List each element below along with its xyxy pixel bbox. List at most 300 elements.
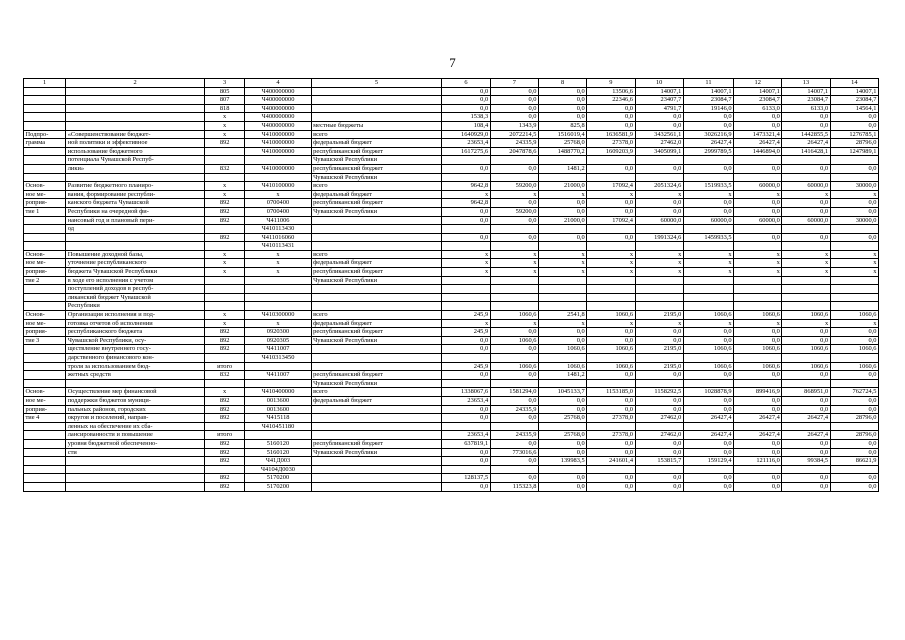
year-value-cell: 0,0 xyxy=(490,104,538,113)
year-value-cell: 3432561,1 xyxy=(635,130,683,139)
year-value-cell: x xyxy=(635,268,683,277)
year-value-cell: 0,0 xyxy=(538,396,586,405)
year-value-cell: 26427,4 xyxy=(683,431,733,440)
year-value-cell: x xyxy=(538,259,586,268)
column-number: 2 xyxy=(66,79,205,88)
year-value-cell: 25768,0 xyxy=(538,431,586,440)
section-name-cell xyxy=(66,233,205,242)
year-value-cell: x xyxy=(683,250,733,259)
section-name-cell: поступлений доходов в респуб- xyxy=(66,285,205,294)
year-value-cell xyxy=(830,276,878,285)
year-value-cell xyxy=(490,293,538,302)
year-value-cell xyxy=(490,285,538,294)
table-row xyxy=(24,379,879,388)
section-type-cell xyxy=(24,448,66,457)
column-number: 4 xyxy=(245,79,311,88)
target-code-cell: 0013600 xyxy=(245,405,311,414)
year-value-cell: 868951,0 xyxy=(782,388,830,397)
year-value-cell: 0,0 xyxy=(442,207,490,216)
section-name-cell: Чувашской Республики, осу- xyxy=(66,336,205,345)
year-value-cell: 1060,6 xyxy=(587,362,635,371)
section-type-cell xyxy=(24,225,66,234)
year-value-cell: 0,0 xyxy=(490,96,538,105)
year-value-cell: 1153185,0 xyxy=(587,388,635,397)
section-name-cell: вания, формирование республи- xyxy=(66,190,205,199)
target-code-cell xyxy=(245,379,311,388)
year-value-cell: 28796,0 xyxy=(830,431,878,440)
funding-source-cell: Чувашской Республики xyxy=(311,448,442,457)
section-type-cell xyxy=(24,147,66,156)
year-value-cell: 0,0 xyxy=(734,233,782,242)
year-value-cell: 0,0 xyxy=(683,199,733,208)
year-value-cell xyxy=(635,225,683,234)
year-value-cell: 2195,0 xyxy=(635,345,683,354)
year-value-cell: 0,0 xyxy=(734,328,782,337)
year-value-cell: 1516019,4 xyxy=(538,130,586,139)
section-name-cell: лики» xyxy=(66,164,205,173)
year-value-cell: 60000,0 xyxy=(734,182,782,191)
year-value-cell xyxy=(782,293,830,302)
section-type-cell xyxy=(24,121,66,130)
year-value-cell: 28796,0 xyxy=(830,414,878,423)
target-code-cell: x xyxy=(245,259,311,268)
year-value-cell: 1045133,7 xyxy=(538,388,586,397)
year-value-cell: 1636581,9 xyxy=(587,130,635,139)
table-row xyxy=(24,207,879,216)
year-value-cell: x xyxy=(490,250,538,259)
year-value-cell xyxy=(830,379,878,388)
grbs-code-cell xyxy=(205,293,245,302)
section-type-cell xyxy=(24,173,66,182)
column-number: 1 xyxy=(24,79,66,88)
year-value-cell xyxy=(635,285,683,294)
target-code-cell: Ч410000000 xyxy=(245,139,311,148)
section-name-cell: округов и поселений, направ- xyxy=(66,414,205,423)
target-code-cell: 0700400 xyxy=(245,207,311,216)
year-value-cell: 899416,9 xyxy=(734,388,782,397)
year-value-cell xyxy=(683,422,733,431)
year-value-cell: 2541,8 xyxy=(538,311,586,320)
year-value-cell: 21000,0 xyxy=(538,216,586,225)
year-value-cell: 0,0 xyxy=(734,336,782,345)
year-value-cell xyxy=(442,465,490,474)
funding-source-cell xyxy=(311,285,442,294)
year-value-cell: 0,0 xyxy=(587,199,635,208)
year-value-cell: 1519933,5 xyxy=(683,182,733,191)
section-type-cell: Основ- xyxy=(24,250,66,259)
section-name-cell: уровня бюджетной обеспеченно- xyxy=(66,439,205,448)
section-name-cell: использование бюджетного xyxy=(66,147,205,156)
section-type-cell xyxy=(24,285,66,294)
funding-source-cell xyxy=(311,474,442,483)
year-value-cell: 23084,7 xyxy=(782,96,830,105)
year-value-cell: 0,0 xyxy=(587,405,635,414)
year-value-cell: 0,0 xyxy=(734,396,782,405)
section-type-cell xyxy=(24,242,66,251)
year-value-cell: 27378,0 xyxy=(587,139,635,148)
year-value-cell xyxy=(442,293,490,302)
year-value-cell xyxy=(538,173,586,182)
year-value-cell: x xyxy=(490,319,538,328)
year-value-cell xyxy=(830,285,878,294)
year-value-cell: 0,0 xyxy=(587,233,635,242)
section-name-cell: ленных на обеспечение их сба- xyxy=(66,422,205,431)
year-value-cell: 30000,0 xyxy=(830,182,878,191)
table-row xyxy=(24,190,879,199)
grbs-code-cell xyxy=(205,147,245,156)
year-value-cell: x xyxy=(782,250,830,259)
section-type-cell xyxy=(24,379,66,388)
table-row xyxy=(24,130,879,139)
year-value-cell xyxy=(683,379,733,388)
year-value-cell xyxy=(490,225,538,234)
target-code-cell: Ч400000000 xyxy=(245,104,311,113)
table-row xyxy=(24,388,879,397)
year-value-cell xyxy=(830,173,878,182)
target-code-cell: Ч411006 xyxy=(245,216,311,225)
target-code-cell: x xyxy=(245,319,311,328)
funding-source-cell xyxy=(311,465,442,474)
section-type-cell xyxy=(24,422,66,431)
target-code-cell xyxy=(245,302,311,311)
section-name-cell: в ходе его исполнения с учетом xyxy=(66,276,205,285)
year-value-cell: 0,0 xyxy=(442,448,490,457)
grbs-code-cell xyxy=(205,173,245,182)
column-number: 13 xyxy=(782,79,830,88)
funding-source-cell: республиканский бюджет xyxy=(311,439,442,448)
year-value-cell: 1991324,6 xyxy=(635,233,683,242)
year-value-cell: x xyxy=(830,250,878,259)
year-value-cell: 0,0 xyxy=(442,104,490,113)
year-value-cell: 60000,0 xyxy=(782,216,830,225)
table-row xyxy=(24,173,879,182)
year-value-cell: 1060,6 xyxy=(538,345,586,354)
year-value-cell: 0,0 xyxy=(683,336,733,345)
target-code-cell: Ч400000000 xyxy=(245,113,311,122)
year-value-cell xyxy=(635,302,683,311)
table-row xyxy=(24,276,879,285)
table-row xyxy=(24,285,879,294)
year-value-cell: 1416428,1 xyxy=(782,147,830,156)
year-value-cell: x xyxy=(442,319,490,328)
year-value-cell: 1338067,6 xyxy=(442,388,490,397)
year-value-cell: 0,0 xyxy=(830,439,878,448)
year-value-cell: 108,4 xyxy=(442,121,490,130)
year-value-cell: 0,0 xyxy=(683,164,733,173)
year-value-cell: 0,0 xyxy=(683,474,733,483)
table-row xyxy=(24,139,879,148)
year-value-cell: 0,0 xyxy=(683,113,733,122)
section-name-cell: пальных районов, городских xyxy=(66,405,205,414)
year-value-cell: 245,9 xyxy=(442,328,490,337)
grbs-code-cell xyxy=(205,156,245,165)
year-value-cell xyxy=(734,465,782,474)
grbs-code-cell xyxy=(205,276,245,285)
table-row xyxy=(24,113,879,122)
year-value-cell: 1060,6 xyxy=(782,362,830,371)
year-value-cell: 17092,4 xyxy=(587,182,635,191)
target-code-cell xyxy=(245,156,311,165)
year-value-cell xyxy=(782,285,830,294)
year-value-cell: 1247989,1 xyxy=(830,147,878,156)
year-value-cell xyxy=(442,276,490,285)
year-value-cell: 0,0 xyxy=(490,457,538,466)
year-value-cell: 1060,6 xyxy=(683,311,733,320)
section-name-cell xyxy=(66,104,205,113)
grbs-code-cell: 892 xyxy=(205,457,245,466)
funding-source-cell: всего xyxy=(311,130,442,139)
year-value-cell: 0,0 xyxy=(538,482,586,491)
year-value-cell: 0,0 xyxy=(734,207,782,216)
year-value-cell xyxy=(538,225,586,234)
year-value-cell xyxy=(782,354,830,363)
year-value-cell: x xyxy=(830,319,878,328)
year-value-cell xyxy=(635,276,683,285)
year-value-cell: 0,0 xyxy=(830,233,878,242)
section-name-cell: лансированности и повышение xyxy=(66,431,205,440)
year-value-cell xyxy=(635,379,683,388)
year-value-cell: 0,0 xyxy=(830,448,878,457)
year-value-cell: 0,0 xyxy=(830,328,878,337)
year-value-cell: 0,0 xyxy=(538,474,586,483)
year-value-cell: 0,0 xyxy=(490,233,538,242)
table-row xyxy=(24,302,879,311)
grbs-code-cell: 892 xyxy=(205,439,245,448)
funding-source-cell: федеральный бюджет xyxy=(311,319,442,328)
table-row xyxy=(24,465,879,474)
year-value-cell xyxy=(587,225,635,234)
year-value-cell xyxy=(683,242,733,251)
year-value-cell xyxy=(683,276,733,285)
target-code-cell: Ч400000000 xyxy=(245,96,311,105)
year-value-cell xyxy=(734,379,782,388)
year-value-cell: 0,0 xyxy=(538,87,586,96)
year-value-cell xyxy=(830,242,878,251)
target-code-cell: Ч415118 xyxy=(245,414,311,423)
year-value-cell: 1481,2 xyxy=(538,164,586,173)
grbs-code-cell: итого xyxy=(205,362,245,371)
year-value-cell xyxy=(635,156,683,165)
year-value-cell: 0,0 xyxy=(442,345,490,354)
year-value-cell: x xyxy=(635,319,683,328)
year-value-cell: 762724,5 xyxy=(830,388,878,397)
year-value-cell: 0,0 xyxy=(538,448,586,457)
year-value-cell: 1060,6 xyxy=(830,345,878,354)
year-value-cell xyxy=(830,293,878,302)
year-value-cell: 0,0 xyxy=(782,482,830,491)
year-value-cell: 0,0 xyxy=(442,96,490,105)
target-code-cell: Ч410451180 xyxy=(245,422,311,431)
year-value-cell: 1060,6 xyxy=(734,311,782,320)
grbs-code-cell: x xyxy=(205,113,245,122)
year-value-cell: 26427,4 xyxy=(782,431,830,440)
table-row xyxy=(24,87,879,96)
section-name-cell xyxy=(66,379,205,388)
funding-source-cell: всего xyxy=(311,311,442,320)
year-value-cell: 0,0 xyxy=(490,199,538,208)
page-number: 7 xyxy=(449,55,456,70)
year-value-cell: 0,0 xyxy=(442,482,490,491)
year-value-cell: 0,0 xyxy=(538,328,586,337)
table-row xyxy=(24,439,879,448)
year-value-cell xyxy=(683,173,733,182)
year-value-cell xyxy=(782,465,830,474)
year-value-cell: 30000,0 xyxy=(830,216,878,225)
year-value-cell xyxy=(587,242,635,251)
year-value-cell: 1060,6 xyxy=(683,362,733,371)
funding-source-cell xyxy=(311,225,442,234)
year-value-cell xyxy=(490,422,538,431)
year-value-cell: 0,0 xyxy=(782,199,830,208)
year-value-cell: 27462,0 xyxy=(635,414,683,423)
grbs-code-cell: x xyxy=(205,311,245,320)
funding-source-cell xyxy=(311,302,442,311)
target-code-cell xyxy=(245,293,311,302)
year-value-cell: 17092,4 xyxy=(587,216,635,225)
grbs-code-cell: 892 xyxy=(205,216,245,225)
year-value-cell: 21000,0 xyxy=(538,182,586,191)
target-code-cell: Ч410113430 xyxy=(245,225,311,234)
year-value-cell xyxy=(490,302,538,311)
year-value-cell: 0,0 xyxy=(538,336,586,345)
year-value-cell: 1640929,0 xyxy=(442,130,490,139)
funding-source-cell xyxy=(311,422,442,431)
grbs-code-cell: 832 xyxy=(205,371,245,380)
year-value-cell xyxy=(490,354,538,363)
year-value-cell: 1060,6 xyxy=(782,345,830,354)
section-name-cell: Республики xyxy=(66,302,205,311)
year-value-cell: x xyxy=(538,190,586,199)
year-value-cell xyxy=(442,379,490,388)
year-value-cell: x xyxy=(490,259,538,268)
table-row xyxy=(24,242,879,251)
year-value-cell xyxy=(442,422,490,431)
funding-source-cell xyxy=(311,293,442,302)
year-value-cell: 0,0 xyxy=(442,457,490,466)
year-value-cell xyxy=(734,242,782,251)
year-value-cell: 0,0 xyxy=(683,371,733,380)
table-row xyxy=(24,121,879,130)
section-name-cell: сти xyxy=(66,448,205,457)
year-value-cell xyxy=(490,276,538,285)
year-value-cell xyxy=(490,173,538,182)
funding-source-cell: федеральный бюджет xyxy=(311,259,442,268)
section-type-cell: роприя- xyxy=(24,328,66,337)
year-value-cell xyxy=(782,225,830,234)
grbs-code-cell: 807 xyxy=(205,96,245,105)
table-row xyxy=(24,164,879,173)
column-number: 8 xyxy=(538,79,586,88)
year-value-cell: 121116,0 xyxy=(734,457,782,466)
table-row xyxy=(24,396,879,405)
year-value-cell xyxy=(734,276,782,285)
column-number: 12 xyxy=(734,79,782,88)
column-number: 14 xyxy=(830,79,878,88)
year-value-cell: 2051324,6 xyxy=(635,182,683,191)
section-type-cell xyxy=(24,431,66,440)
section-type-cell xyxy=(24,233,66,242)
section-type-cell: роприя- xyxy=(24,268,66,277)
year-value-cell: x xyxy=(538,319,586,328)
section-type-cell: ное ме- xyxy=(24,190,66,199)
year-value-cell: 9642,8 xyxy=(442,199,490,208)
target-code-cell: 0013600 xyxy=(245,396,311,405)
grbs-code-cell: 892 xyxy=(205,448,245,457)
section-type-cell: ное ме- xyxy=(24,319,66,328)
year-value-cell: 1481,2 xyxy=(538,371,586,380)
funding-source-cell: Чувашской Республики xyxy=(311,207,442,216)
year-value-cell: 0,0 xyxy=(538,199,586,208)
grbs-code-cell: 892 xyxy=(205,233,245,242)
year-value-cell: 0,0 xyxy=(442,371,490,380)
year-value-cell: 2195,0 xyxy=(635,362,683,371)
funding-source-cell: республиканский бюджет xyxy=(311,268,442,277)
table-row xyxy=(24,457,879,466)
year-value-cell xyxy=(587,465,635,474)
year-value-cell: x xyxy=(635,259,683,268)
year-value-cell: x xyxy=(782,190,830,199)
target-code-cell: Ч410000000 xyxy=(245,147,311,156)
year-value-cell: 0,0 xyxy=(782,396,830,405)
year-value-cell: 86621,9 xyxy=(830,457,878,466)
year-value-cell: 1060,6 xyxy=(538,362,586,371)
funding-source-cell: всего xyxy=(311,182,442,191)
year-value-cell: x xyxy=(587,259,635,268)
year-value-cell: 0,0 xyxy=(734,448,782,457)
year-value-cell: x xyxy=(830,268,878,277)
table-row xyxy=(24,482,879,491)
year-value-cell: 19146,0 xyxy=(683,104,733,113)
section-name-cell xyxy=(66,121,205,130)
year-value-cell: 1459933,5 xyxy=(683,233,733,242)
year-value-cell: 0,0 xyxy=(830,113,878,122)
grbs-code-cell xyxy=(205,242,245,251)
section-type-cell xyxy=(24,293,66,302)
section-name-cell: од xyxy=(66,225,205,234)
year-value-cell: 0,0 xyxy=(490,113,538,122)
funding-source-cell xyxy=(311,216,442,225)
table-row xyxy=(24,311,879,320)
section-name-cell xyxy=(66,96,205,105)
target-code-cell: 5170200 xyxy=(245,482,311,491)
section-type-cell: тие 1 xyxy=(24,207,66,216)
section-type-cell: ное ме- xyxy=(24,259,66,268)
year-value-cell xyxy=(635,465,683,474)
table-row xyxy=(24,225,879,234)
section-name-cell: канского бюджета Чувашской xyxy=(66,199,205,208)
funding-source-cell: местные бюджеты xyxy=(311,121,442,130)
section-name-cell: потенциала Чувашской Респуб- xyxy=(66,156,205,165)
year-value-cell: 26427,4 xyxy=(734,414,782,423)
year-value-cell: 0,0 xyxy=(635,439,683,448)
year-value-cell: 60000,0 xyxy=(635,216,683,225)
year-value-cell: x xyxy=(734,250,782,259)
year-value-cell xyxy=(782,276,830,285)
grbs-code-cell: итого xyxy=(205,431,245,440)
year-value-cell xyxy=(587,302,635,311)
grbs-code-cell: 892 xyxy=(205,414,245,423)
year-value-cell xyxy=(683,156,733,165)
section-name-cell xyxy=(66,465,205,474)
target-code-cell xyxy=(245,362,311,371)
year-value-cell: 24335,9 xyxy=(490,431,538,440)
column-number: 6 xyxy=(442,79,490,88)
year-value-cell: 0,0 xyxy=(587,164,635,173)
year-value-cell xyxy=(538,285,586,294)
funding-source-cell xyxy=(311,233,442,242)
year-value-cell xyxy=(635,422,683,431)
section-name-cell: республиканского бюджета xyxy=(66,328,205,337)
